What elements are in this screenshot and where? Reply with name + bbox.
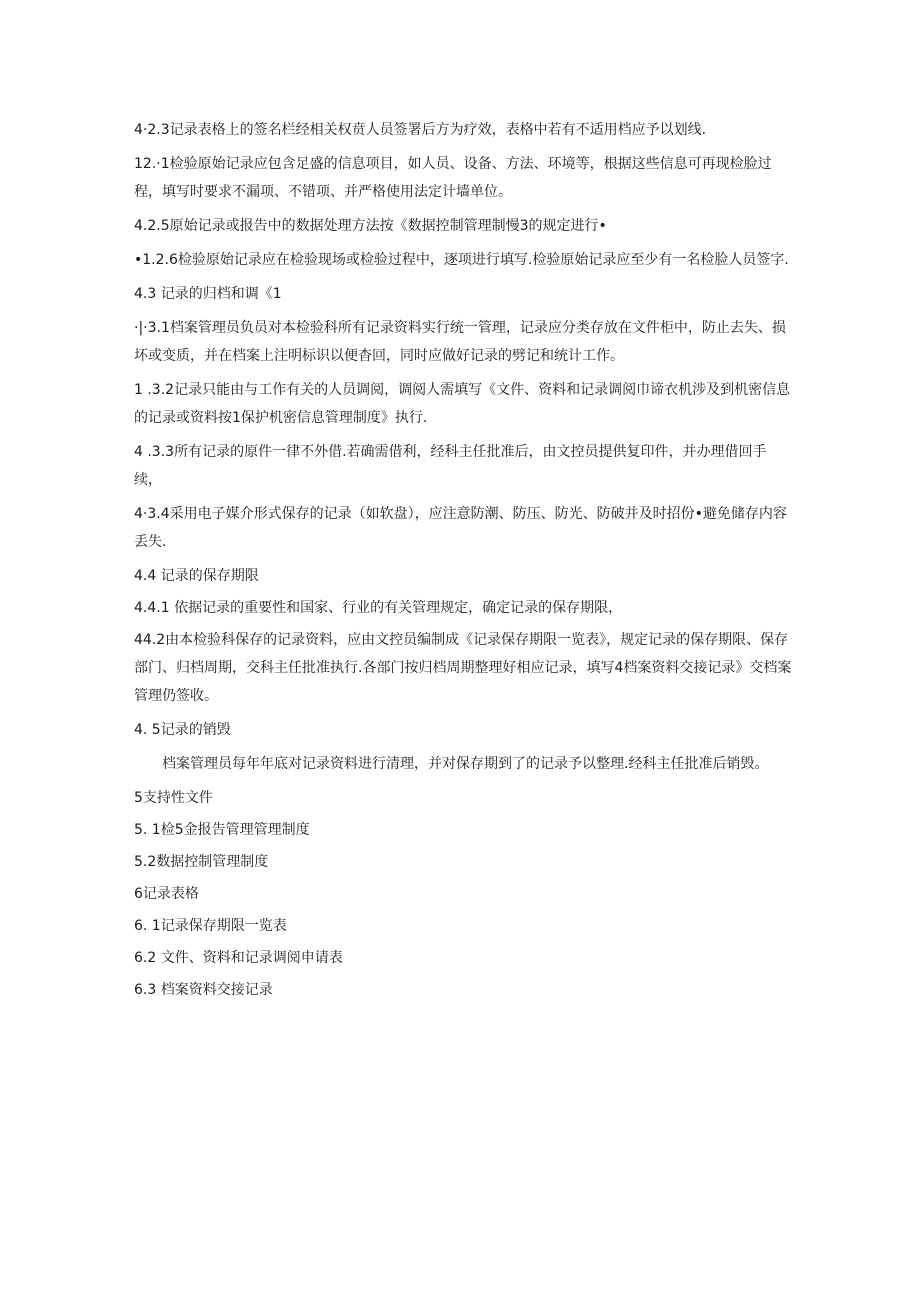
section-heading-4-3: 4.3 记录的归档和调《1: [134, 286, 282, 302]
section-heading-4-4: 4.4 记录的保存期限: [134, 568, 259, 584]
paragraph-4-5-body: 档案管理员每年年底对记录资料进行清理，并对保存期到了的记录予以整理.经科主任批准后销毁。: [162, 756, 769, 772]
paragraph-4-2-5: 4.2.5原始记录或报告中的数据处理方法按《数据控制管理制慢3的规定进行•: [134, 218, 607, 234]
list-item-6-2: 6.2 文件、资料和记录调阅申请表: [134, 950, 343, 966]
paragraph-4-2-3: 4·2.3记录表格上的签名栏经相关权贲人员签署后方为疗效，表格中若有不适用档应予以划线.: [134, 122, 707, 138]
paragraph-4-3-3: 4 .3.3所有记录的原件一律不外借.若确需借利，经科主任批准后，由文控员提供复印件，并办理借回手续，: [134, 444, 767, 488]
document-body: [134, 116, 794, 1008]
paragraph-4-3-2: 1 .3.2记录只能由与工作有关的人员调阅，调阅人需填写《文件、资料和记录调阅巾谛衣机涉及到机密信息的记录或资料按1保护机密信息管理制度》执行.: [134, 382, 791, 426]
paragraph-4-2-4: 12.·1检验原始记录应包含足盛的信息项目，如人员、设备、方法、环境等，根据这些信息可再现检脸过程，填写时要求不漏项、不错项、并严格使用法定计墙单位。: [134, 156, 772, 200]
paragraph-4-3-4: 4·3.4采用电子媒介形式保存的记录（如软盘），应注意防潮、防压、防光、防破并及时招份•避免储存内容丢失.: [134, 506, 787, 550]
paragraph-4-4-2: 44.2由本检验科保存的记录资料，应由文控员编制成《记录保存期限一览表》，规定记录的保存期限、保存部门、归档周期，交科主任批准执行.各部门按归档周期整理好相应记录，填写4档案资料交接记录》交档案管理仍签收。: [134, 632, 792, 704]
list-item-5-2: 5.2数据控制管理制度: [134, 854, 269, 870]
paragraph-4-4-1: 4.4.1 依据记录的重要性和国家、行业的有关管理规定，确定记录的保存期限，: [134, 600, 623, 616]
section-heading-5: 5支持性文件: [134, 790, 213, 806]
list-item-6-3: 6.3 档案资料交接记录: [134, 982, 273, 998]
list-item-6-1: 6. 1记录保存期限一览表: [134, 918, 287, 934]
paragraph-4-2-6: •1.2.6检验原始记录应在检验现场或检验过程中，逐项进行填写.检验原始记录应至少有一名检脸人员签字.: [134, 252, 789, 268]
list-item-5-1: 5. 1检5金报告管理管理制度: [134, 822, 310, 838]
paragraph-4-3-1: ·|·3.1档案管理员负员对本检验科所有记录资料实行统一管理，记录应分类存放在文件柜中，防止去失、损坏或变质，并在档案上注明标识以便杳回，同时应做好记录的劈记和统计工作。: [134, 320, 786, 364]
section-heading-6: 6记录表格: [134, 886, 199, 902]
section-heading-4-5: 4. 5记录的销毁: [134, 722, 231, 738]
